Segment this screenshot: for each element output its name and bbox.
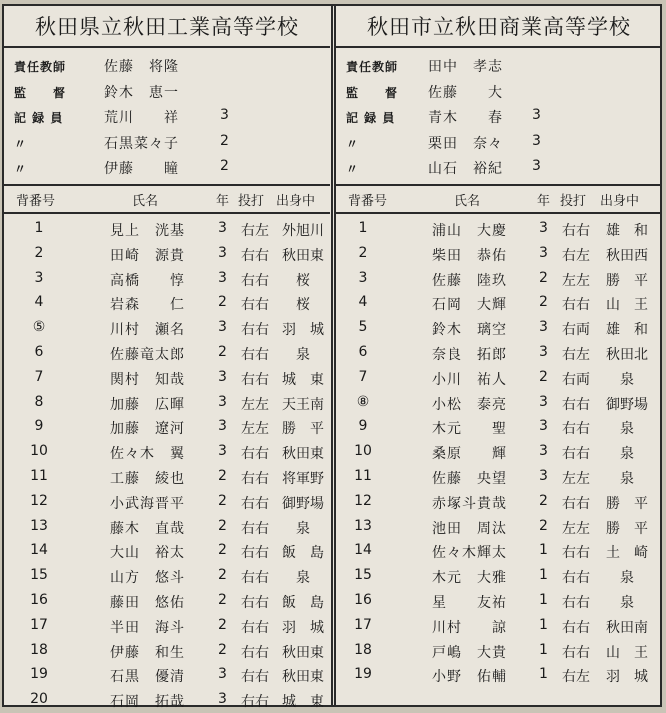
player-number: 19 bbox=[30, 666, 48, 683]
player-hand: 左左 bbox=[241, 421, 269, 438]
player-grade: 2 bbox=[218, 294, 227, 311]
staff-name: 佐藤 将隆 bbox=[104, 59, 179, 75]
player-row bbox=[336, 440, 662, 465]
player-grade: 2 bbox=[218, 542, 227, 559]
player-hand: 右右 bbox=[241, 322, 269, 339]
school-name: 秋田市立秋田商業高等学校 bbox=[336, 6, 662, 48]
player-origin: 桜 bbox=[282, 297, 310, 314]
player-origin: 山 王 bbox=[606, 644, 648, 661]
table-header bbox=[336, 186, 662, 214]
player-grade: 2 bbox=[539, 269, 548, 286]
player-row bbox=[4, 242, 330, 267]
player-number: 9 bbox=[34, 418, 44, 435]
player-number: 6 bbox=[358, 344, 368, 360]
player-row bbox=[336, 490, 662, 515]
player-origin: 泉 bbox=[282, 570, 310, 587]
player-row bbox=[336, 291, 662, 316]
player-hand: 右右 bbox=[241, 471, 269, 487]
player-grade: 3 bbox=[539, 220, 548, 236]
player-name: 小川 祐人 bbox=[432, 371, 507, 388]
player-number: ⑤ bbox=[32, 319, 46, 336]
player-grade: 1 bbox=[539, 592, 548, 608]
header-origin: 出身中 bbox=[600, 194, 640, 209]
player-row bbox=[4, 366, 330, 391]
header-name: 氏名 bbox=[454, 194, 481, 209]
header-grade: 年 bbox=[537, 194, 551, 209]
player-grade: 1 bbox=[539, 666, 548, 683]
player-origin: 勝 平 bbox=[606, 495, 648, 512]
player-grade: 2 bbox=[218, 492, 227, 509]
player-row bbox=[4, 515, 330, 540]
player-name: 山方 悠斗 bbox=[110, 570, 185, 587]
player-name: 高橋 惇 bbox=[110, 272, 185, 289]
player-grade: 2 bbox=[218, 616, 227, 633]
player-hand: 右右 bbox=[241, 247, 269, 264]
player-hand: 右右 bbox=[562, 619, 590, 636]
staff-name: 佐藤 大 bbox=[428, 84, 503, 101]
staff-grade: 3 bbox=[532, 158, 541, 174]
player-number: 19 bbox=[354, 666, 372, 683]
table-header bbox=[4, 186, 330, 214]
player-name: 池田 周汰 bbox=[432, 520, 507, 537]
player-grade: 2 bbox=[218, 344, 227, 360]
player-name: 大山 裕太 bbox=[110, 545, 185, 562]
player-grade: 1 bbox=[539, 542, 548, 559]
staff-row bbox=[336, 54, 662, 78]
player-origin: 勝 平 bbox=[282, 421, 324, 438]
player-name: 石岡 拓哉 bbox=[110, 694, 185, 711]
player-name: 木元 聖 bbox=[432, 421, 507, 438]
player-grade: 2 bbox=[218, 468, 227, 484]
player-number: 17 bbox=[30, 616, 48, 633]
player-row bbox=[336, 465, 662, 490]
player-name: 関村 知哉 bbox=[110, 371, 185, 388]
roster-sheet bbox=[2, 4, 662, 711]
player-number: 2 bbox=[358, 244, 368, 261]
player-hand: 右左 bbox=[562, 347, 590, 363]
player-name: 半田 海斗 bbox=[110, 619, 185, 636]
player-name: 加藤 広暉 bbox=[110, 396, 185, 413]
player-origin: 雄 和 bbox=[606, 223, 648, 239]
player-hand: 右右 bbox=[562, 446, 590, 463]
player-row bbox=[336, 564, 662, 589]
header-name: 氏名 bbox=[132, 194, 159, 209]
player-row bbox=[336, 391, 662, 416]
player-origin: 城 東 bbox=[282, 371, 324, 388]
player-origin: 秋田南 bbox=[606, 619, 648, 636]
player-number: 13 bbox=[354, 517, 372, 534]
staff-row bbox=[336, 156, 662, 180]
player-origin: 御野場 bbox=[606, 396, 648, 413]
player-row bbox=[4, 564, 330, 589]
player-row bbox=[4, 267, 330, 292]
player-origin: 土 崎 bbox=[606, 545, 648, 562]
staff-role: 監 督 bbox=[346, 85, 399, 100]
player-grade: 2 bbox=[218, 592, 227, 608]
player-number: 16 bbox=[354, 592, 372, 608]
player-hand: 右右 bbox=[241, 619, 269, 636]
staff-block bbox=[4, 48, 330, 186]
player-hand: 右右 bbox=[562, 595, 590, 611]
staff-row bbox=[336, 80, 662, 104]
staff-name: 荒川 祥 bbox=[104, 110, 179, 126]
player-hand: 右右 bbox=[241, 644, 269, 661]
player-name: 木元 大雅 bbox=[432, 570, 507, 587]
player-number: 10 bbox=[30, 443, 48, 460]
player-number: 11 bbox=[354, 468, 372, 484]
player-name: 岩森 仁 bbox=[110, 297, 185, 314]
player-name: 伊藤 和生 bbox=[110, 644, 185, 661]
player-grade: 3 bbox=[539, 468, 548, 484]
player-hand: 右右 bbox=[241, 669, 269, 686]
player-grade: 2 bbox=[539, 294, 548, 311]
staff-name: 田中 孝志 bbox=[428, 59, 503, 75]
player-name: 小野 佑輔 bbox=[432, 669, 507, 686]
player-hand: 右右 bbox=[241, 694, 269, 711]
player-row bbox=[4, 639, 330, 664]
staff-name: 伊藤 瞳 bbox=[104, 161, 179, 177]
player-grade: 3 bbox=[218, 666, 227, 683]
player-name: 桑原 輝 bbox=[432, 446, 507, 463]
player-hand: 右両 bbox=[562, 322, 590, 339]
player-number: 9 bbox=[358, 418, 368, 435]
staff-role: 監 督 bbox=[14, 85, 67, 100]
school-name: 秋田県立秋田工業高等学校 bbox=[4, 6, 330, 48]
player-row bbox=[4, 688, 330, 713]
player-name: 石黒 優清 bbox=[110, 669, 185, 686]
staff-row bbox=[4, 80, 330, 104]
player-origin: 泉 bbox=[606, 421, 634, 438]
player-hand: 左左 bbox=[562, 272, 590, 289]
player-name: 柴田 恭佑 bbox=[432, 247, 507, 264]
player-name: 星 友祐 bbox=[432, 595, 507, 611]
staff-row bbox=[336, 131, 662, 155]
header-hand: 投打 bbox=[560, 194, 587, 209]
player-grade: 1 bbox=[539, 567, 548, 584]
player-number: 1 bbox=[358, 220, 368, 236]
staff-grade: 3 bbox=[532, 132, 541, 149]
player-origin: 外旭川 bbox=[282, 223, 324, 239]
player-number: 17 bbox=[354, 616, 372, 633]
player-number: 18 bbox=[354, 641, 372, 658]
player-name: 見上 洸基 bbox=[110, 223, 185, 239]
staff-row bbox=[4, 156, 330, 180]
player-name: 佐藤 陸玖 bbox=[432, 272, 507, 289]
player-hand: 右右 bbox=[562, 223, 590, 239]
player-hand: 右右 bbox=[241, 545, 269, 562]
player-hand: 右左 bbox=[241, 223, 269, 239]
player-grade: 3 bbox=[218, 319, 227, 336]
staff-role: 責任教師 bbox=[346, 60, 399, 74]
player-row bbox=[336, 341, 662, 366]
player-grade: 2 bbox=[218, 517, 227, 534]
staff-role: 記 録 員 bbox=[346, 111, 396, 125]
team-left bbox=[4, 6, 330, 711]
player-row bbox=[336, 639, 662, 664]
player-grade: 1 bbox=[539, 616, 548, 633]
staff-block bbox=[336, 48, 662, 186]
player-hand: 右右 bbox=[562, 545, 590, 562]
player-row bbox=[336, 366, 662, 391]
player-name: 小武海晋平 bbox=[110, 495, 185, 512]
staff-role: 〃 bbox=[14, 162, 28, 176]
player-grade: 3 bbox=[218, 393, 227, 410]
player-hand: 右右 bbox=[562, 570, 590, 587]
player-grade: 3 bbox=[218, 269, 227, 286]
player-name: 佐藤 央望 bbox=[432, 471, 507, 487]
header-hand: 投打 bbox=[238, 194, 265, 209]
player-row bbox=[336, 589, 662, 614]
staff-row bbox=[4, 131, 330, 155]
player-row bbox=[4, 440, 330, 465]
player-name: 奈良 拓郎 bbox=[432, 347, 507, 363]
staff-row bbox=[336, 105, 662, 129]
staff-name: 山石 裕紀 bbox=[428, 161, 503, 177]
player-name: 佐藤竜太郎 bbox=[110, 347, 185, 363]
player-hand: 右右 bbox=[241, 297, 269, 314]
player-name: 川村 諒 bbox=[432, 619, 507, 636]
player-row bbox=[336, 663, 662, 688]
player-hand: 右左 bbox=[562, 247, 590, 264]
player-row bbox=[336, 217, 662, 242]
player-number: ⑧ bbox=[356, 393, 370, 410]
player-number: 7 bbox=[358, 368, 368, 385]
player-row bbox=[4, 291, 330, 316]
player-origin: 勝 平 bbox=[606, 272, 648, 289]
player-number: 4 bbox=[34, 294, 44, 311]
player-number: 2 bbox=[34, 244, 44, 261]
player-row bbox=[336, 614, 662, 639]
staff-name: 石黒菜々子 bbox=[104, 135, 179, 152]
team-right bbox=[336, 6, 662, 705]
player-hand: 右右 bbox=[562, 644, 590, 661]
player-hand: 左左 bbox=[241, 396, 269, 413]
player-number: 6 bbox=[34, 344, 44, 360]
player-hand: 右右 bbox=[562, 421, 590, 438]
player-row bbox=[336, 267, 662, 292]
player-origin: 将軍野 bbox=[282, 471, 324, 487]
player-origin: 泉 bbox=[606, 471, 634, 487]
player-hand: 右左 bbox=[562, 669, 590, 686]
player-origin: 羽 城 bbox=[282, 322, 324, 339]
player-name: 鈴木 璃空 bbox=[432, 322, 507, 339]
player-name: 加藤 遼河 bbox=[110, 421, 185, 438]
player-number: 15 bbox=[30, 567, 48, 584]
player-number: 4 bbox=[358, 294, 368, 311]
player-origin: 秋田東 bbox=[282, 669, 324, 686]
staff-row bbox=[4, 54, 330, 78]
player-number: 12 bbox=[354, 492, 372, 509]
player-row bbox=[4, 415, 330, 440]
player-grade: 2 bbox=[539, 368, 548, 385]
player-row bbox=[4, 589, 330, 614]
player-origin: 勝 平 bbox=[606, 520, 648, 537]
player-row bbox=[4, 217, 330, 242]
header-number: 背番号 bbox=[16, 194, 56, 209]
player-row bbox=[4, 539, 330, 564]
player-grade: 1 bbox=[539, 641, 548, 658]
staff-name: 鈴木 恵一 bbox=[104, 84, 179, 101]
player-origin: 秋田西 bbox=[606, 247, 648, 264]
player-origin: 飯 島 bbox=[282, 545, 324, 562]
player-origin: 城 東 bbox=[282, 694, 324, 711]
player-row bbox=[336, 415, 662, 440]
player-number: 20 bbox=[30, 691, 48, 708]
player-number: 11 bbox=[30, 468, 48, 484]
player-row bbox=[4, 663, 330, 688]
player-row bbox=[4, 465, 330, 490]
player-name: 戸嶋 大貴 bbox=[432, 644, 507, 661]
player-grade: 3 bbox=[539, 443, 548, 460]
staff-role: 責任教師 bbox=[14, 60, 67, 74]
player-origin: 泉 bbox=[606, 446, 634, 463]
player-hand: 右右 bbox=[241, 520, 269, 537]
player-hand: 右右 bbox=[562, 495, 590, 512]
player-name: 藤木 直哉 bbox=[110, 520, 185, 537]
player-name: 田崎 源貴 bbox=[110, 247, 185, 264]
player-origin: 飯 島 bbox=[282, 595, 324, 611]
player-name: 赤塚斗貴哉 bbox=[432, 495, 507, 512]
staff-role: 記 録 員 bbox=[14, 111, 64, 125]
player-origin: 山 王 bbox=[606, 297, 648, 314]
player-grade: 2 bbox=[218, 641, 227, 658]
player-origin: 泉 bbox=[282, 347, 310, 363]
player-origin: 秋田北 bbox=[606, 347, 648, 363]
player-origin: 桜 bbox=[282, 272, 310, 289]
player-name: 佐々木 翼 bbox=[110, 446, 185, 463]
staff-name: 栗田 奈々 bbox=[428, 135, 503, 152]
player-grade: 3 bbox=[539, 393, 548, 410]
player-name: 佐々木輝太 bbox=[432, 545, 507, 562]
player-grade: 2 bbox=[539, 517, 548, 534]
player-hand: 右右 bbox=[241, 446, 269, 463]
player-number: 14 bbox=[354, 542, 372, 559]
player-hand: 右両 bbox=[562, 371, 590, 388]
player-name: 川村 瀬名 bbox=[110, 322, 185, 339]
player-origin: 雄 和 bbox=[606, 322, 648, 339]
player-row bbox=[4, 614, 330, 639]
player-number: 18 bbox=[30, 641, 48, 658]
player-number: 15 bbox=[354, 567, 372, 584]
player-grade: 3 bbox=[539, 319, 548, 336]
player-hand: 右右 bbox=[241, 595, 269, 611]
player-name: 藤田 悠佑 bbox=[110, 595, 185, 611]
player-number: 10 bbox=[354, 443, 372, 460]
player-hand: 左左 bbox=[562, 471, 590, 487]
staff-name: 青木 春 bbox=[428, 110, 503, 126]
player-number: 3 bbox=[358, 269, 368, 286]
header-origin: 出身中 bbox=[276, 194, 316, 209]
staff-grade: 2 bbox=[220, 132, 229, 149]
player-grade: 3 bbox=[218, 220, 227, 236]
header-grade: 年 bbox=[216, 194, 230, 209]
player-row bbox=[336, 316, 662, 341]
player-row bbox=[4, 341, 330, 366]
player-row bbox=[336, 242, 662, 267]
staff-grade: 2 bbox=[220, 158, 229, 174]
player-grade: 2 bbox=[539, 492, 548, 509]
player-origin: 羽 城 bbox=[606, 669, 648, 686]
player-origin: 泉 bbox=[282, 520, 310, 537]
player-hand: 左左 bbox=[562, 520, 590, 537]
player-grade: 3 bbox=[218, 691, 227, 708]
player-row bbox=[4, 490, 330, 515]
player-origin: 秋田東 bbox=[282, 446, 324, 463]
player-grade: 3 bbox=[539, 344, 548, 360]
header-number: 背番号 bbox=[348, 194, 388, 209]
player-number: 7 bbox=[34, 368, 44, 385]
player-number: 13 bbox=[30, 517, 48, 534]
player-number: 5 bbox=[358, 319, 368, 336]
player-row bbox=[4, 391, 330, 416]
player-hand: 右右 bbox=[241, 495, 269, 512]
player-origin: 泉 bbox=[606, 371, 634, 388]
player-hand: 右右 bbox=[562, 396, 590, 413]
player-origin: 秋田東 bbox=[282, 247, 324, 264]
player-origin: 羽 城 bbox=[282, 619, 324, 636]
player-hand: 右右 bbox=[241, 371, 269, 388]
player-name: 小松 泰亮 bbox=[432, 396, 507, 413]
player-number: 1 bbox=[34, 220, 44, 236]
player-row bbox=[336, 539, 662, 564]
player-number: 14 bbox=[30, 542, 48, 559]
player-grade: 2 bbox=[218, 567, 227, 584]
player-hand: 右右 bbox=[241, 272, 269, 289]
staff-role: 〃 bbox=[346, 136, 360, 151]
player-grade: 3 bbox=[218, 368, 227, 385]
player-origin: 天王南 bbox=[282, 396, 324, 413]
staff-role: 〃 bbox=[346, 162, 360, 176]
staff-grade: 3 bbox=[220, 107, 229, 123]
staff-role: 〃 bbox=[14, 136, 28, 151]
player-grade: 3 bbox=[539, 244, 548, 261]
player-grade: 3 bbox=[539, 418, 548, 435]
player-number: 12 bbox=[30, 492, 48, 509]
player-name: 石岡 大輝 bbox=[432, 297, 507, 314]
player-origin: 泉 bbox=[606, 595, 634, 611]
player-number: 16 bbox=[30, 592, 48, 608]
player-origin: 泉 bbox=[606, 570, 634, 587]
player-origin: 秋田東 bbox=[282, 644, 324, 661]
staff-row bbox=[4, 105, 330, 129]
player-name: 浦山 大慶 bbox=[432, 223, 507, 239]
player-number: 8 bbox=[34, 393, 44, 410]
staff-grade: 3 bbox=[532, 107, 541, 123]
player-origin: 御野場 bbox=[282, 495, 324, 512]
player-hand: 右右 bbox=[562, 297, 590, 314]
player-hand: 右右 bbox=[241, 570, 269, 587]
player-row bbox=[336, 515, 662, 540]
player-name: 工藤 綾也 bbox=[110, 471, 185, 487]
player-number: 3 bbox=[34, 269, 44, 286]
player-grade: 3 bbox=[218, 244, 227, 261]
player-row bbox=[4, 316, 330, 341]
player-grade: 3 bbox=[218, 418, 227, 435]
player-grade: 3 bbox=[218, 443, 227, 460]
player-hand: 右右 bbox=[241, 347, 269, 363]
